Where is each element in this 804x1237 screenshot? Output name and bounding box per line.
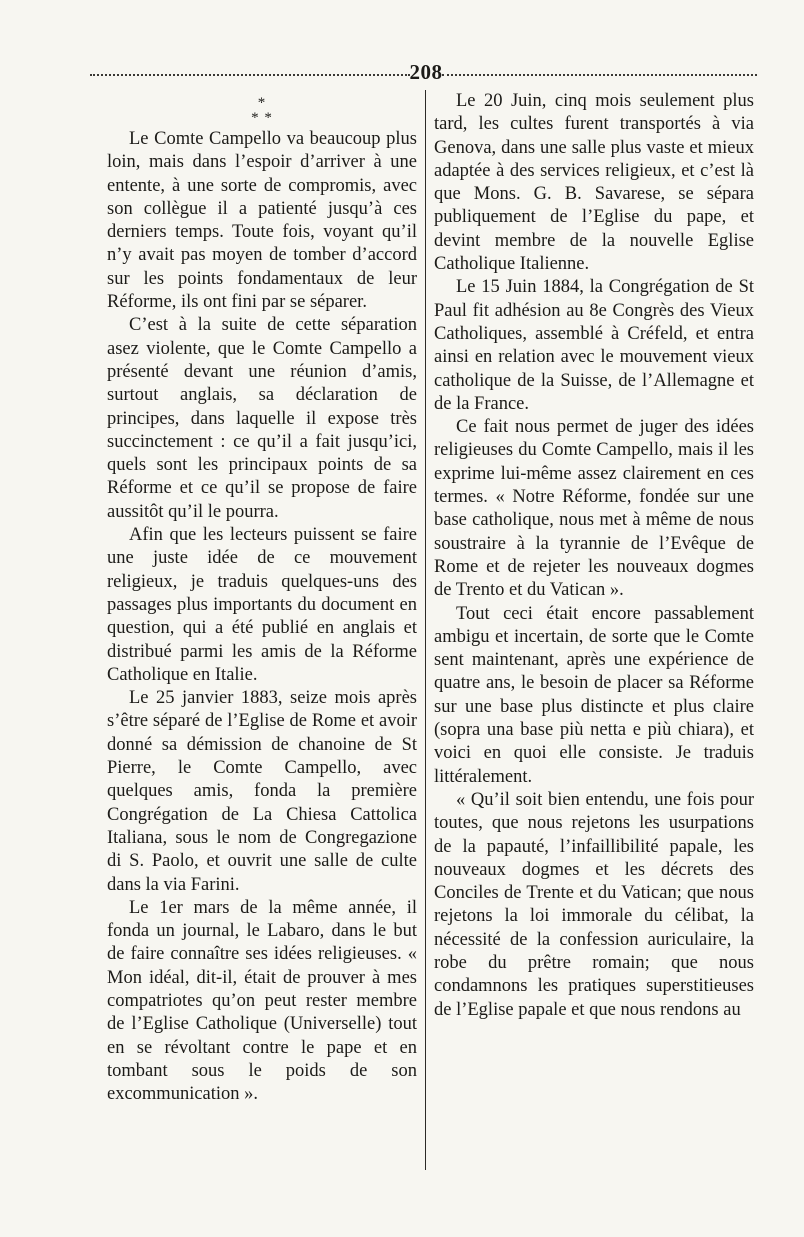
- paragraph: Afin que les lecteurs puissent se faire une juste idée de ce mouvement religieux, je traduis quelques-uns des passages plus importants du document en question, qui a été publié en anglais et distribué parmi les amis de la Réforme Catholique en Italie.: [107, 525, 417, 685]
- asterism: [107, 96, 417, 126]
- paragraph: Le 25 janvier 1883, seize mois après s’être séparé de l’Eglise de Rome et avoir donné sa démission de chanoine de St Pierre, le Comte Campello, avec quelques amis, fonda la première Congrégation de La Chiesa Cattolica Italiana, sous le nom de Congregazione di S. Paolo, et ouvrit une salle de culte dans la via Farini.: [107, 688, 417, 895]
- paragraph: Le Comte Campello va beaucoup plus loin, mais dans l’espoir d’arriver à une entente, à une sorte de compromis, avec son collègue il a patienté jusqu’à ces derniers temps. Toute fois, voyant qu’il n’y avait pas moyen de tomber d’accord sur les points fondamentaux de leur Réforme, ils ont fini par se séparer.: [107, 129, 417, 313]
- left-column: [107, 90, 417, 1106]
- asterism-bottom: * *: [251, 110, 273, 126]
- page-header: [90, 60, 757, 90]
- right-column: [434, 90, 754, 1022]
- header-rule-left: [90, 74, 410, 76]
- paragraph: Le 1er mars de la même année, il fonda un journal, le Labaro, dans le but de faire connaître ses idées religieuses. « Mon idéal, dit-il, était de prouver à mes compatriotes qu’on peut rester membre de l’Eglise Catholique (Universelle) tout en se révoltant contre le pape et en tombant sous le poids de son excommunication ».: [107, 897, 417, 1105]
- asterism-top: *: [257, 95, 267, 111]
- column-divider: [425, 90, 426, 1170]
- paragraph: Tout ceci était encore passablement ambigu et incertain, de sorte que le Comte sent maintenant, après une expérience de quatre ans, le besoin de placer sa Réforme sur une base plus distincte et plus claire (sopra una base più netta e più chiara), et voici en quoi elle consiste. Je traduis littéralement.: [434, 603, 754, 787]
- header-rule-right: [442, 74, 757, 76]
- page-number: 208: [409, 60, 443, 84]
- paragraph: « Qu’il soit bien entendu, une fois pour toutes, que nous rejetons les usurpations de la papauté, l’infaillibilité papale, les nouveaux dogmes et les décrets des Conciles de Trente et du Vatican; que nous rejetons la loi immorale du célibat, la nécessité de la confession auriculaire, la robe du prêtre romain; que nous condamnons les pratiques superstitieuses de l’Eglise papale et que nous rendons au: [434, 789, 754, 1020]
- paragraph: C’est à la suite de cette séparation asez violente, que le Comte Campello a présenté devant une réunion d’amis, surtout anglais, sa déclaration de principes, dans laquelle il expose très succinctement : ce qu’il a fait jusqu’ici, quels sont les principaux points de sa Réforme et ce qu’il se propose de faire aussitôt qu’il le pourra.: [107, 315, 417, 522]
- paragraph: Le 15 Juin 1884, la Congrégation de St Paul fit adhésion au 8e Congrès des Vieux Catholiques, assemblé à Créfeld, et entra ainsi en relation avec le mouvement vieux catholique de la Suisse, de l’Allemagne et de la France.: [434, 277, 754, 414]
- paragraph: Ce fait nous permet de juger des idées religieuses du Comte Campello, mais il les exprime lui-même assez clairement en ces termes. « Notre Réforme, fondée sur une base catholique, nous met à même de nous soustraire à la tyrannie de l’Evêque de Rome et de rejeter les nouveaux dogmes de Trento et du Vatican ».: [434, 417, 754, 601]
- paragraph: Le 20 Juin, cinq mois seulement plus tard, les cultes furent transportés à via Genova, dans une salle plus vaste et mieux adaptée à des services religieux, et c’est là que Mons. G. B. Savarese, se sépara publiquement de l’Eglise du pape, et devint membre de la nouvelle Eglise Catholique Italienne.: [434, 91, 754, 275]
